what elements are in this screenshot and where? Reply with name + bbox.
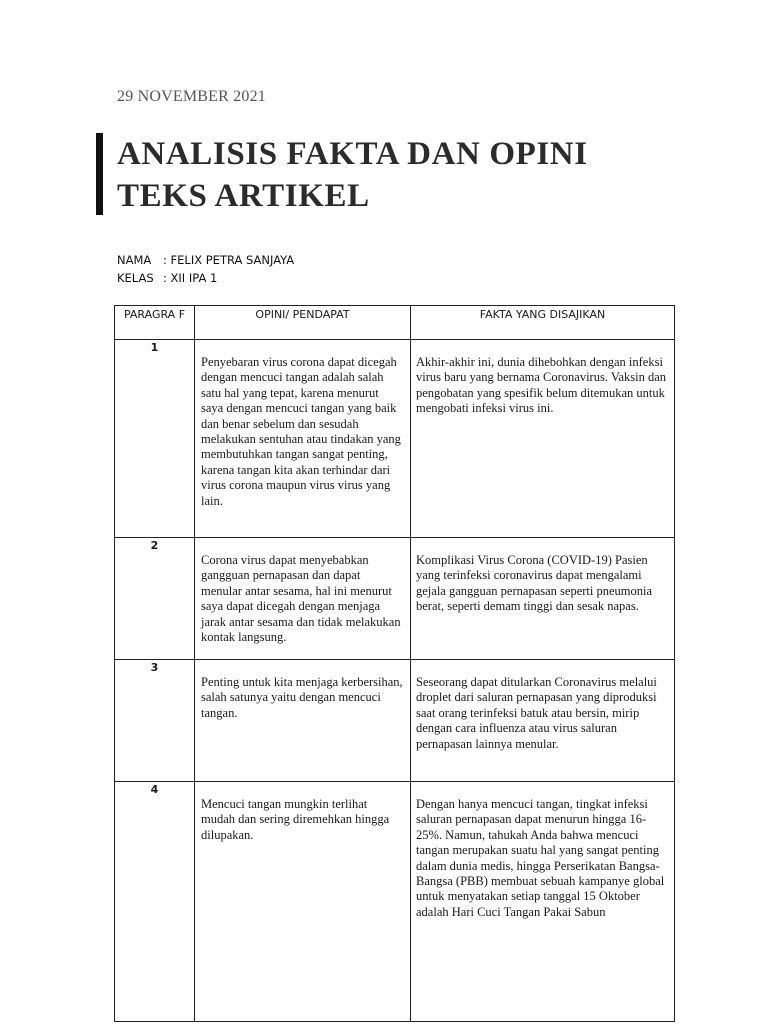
header-opini: OPINI/ PENDAPAT	[195, 306, 411, 340]
paragraph-number: 3	[115, 660, 195, 782]
kelas-row	[117, 269, 294, 287]
nama-value: : FELIX PETRA SANJAYA	[163, 253, 295, 267]
table-header-row	[115, 306, 675, 340]
opini-cell: Penting untuk kita menjaga kerbersihan, salah satunya yaitu dengan mencuci tangan.	[195, 660, 411, 782]
kelas-value: : XII IPA 1	[163, 271, 218, 285]
kelas-label: KELAS	[117, 271, 154, 285]
opini-cell: Mencuci tangan mungkin terlihat mudah dan sering diremehkan hingga dilupakan.	[195, 782, 411, 1022]
title-line-1: ANALISIS FAKTA DAN OPINI	[117, 136, 588, 172]
table-row	[115, 782, 675, 1022]
opini-cell: Penyebaran virus corona dapat dicegah dengan mencuci tangan adalah salah satu hal yang tepat, karena menurut saya dengan mencuci tangan yang baik dan benar sebelum dan sesudah melakukan sentuhan atau tindakan yang membutuhkan tangan sangat penting, karena tangan kita akan terhindar dari virus corona maupun virus virus yang lain.	[195, 340, 411, 538]
paragraph-number: 1	[115, 340, 195, 538]
paragraph-number: 2	[115, 538, 195, 660]
nama-row	[117, 251, 294, 269]
fakta-cell: Akhir-akhir ini, dunia dihebohkan dengan infeksi virus baru yang bernama Coronavirus. Vaksin dan pengobatan yang spesifik belum ditemukan untuk mengobati infeksi virus ini.	[411, 340, 675, 538]
title-accent-bar	[96, 133, 103, 215]
header-paragraf: PARAGRA F	[115, 306, 195, 340]
header-fakta: FAKTA YANG DISAJIKAN	[411, 306, 675, 340]
fakta-cell: Dengan hanya mencuci tangan, tingkat infeksi saluran pernapasan dapat menurun hingga 16-25%. Namun, tahukah Anda bahwa mencuci tangan merupakan suatu hal yang sangat penting dalam dunia medis, hingga Perserikatan Bangsa-Bangsa (PBB) membuat sebuah kampanye global untuk menyatakan setiap tanggal 15 Oktober adalah Hari Cuci Tangan Pakai Sabun	[411, 782, 675, 1022]
analysis-table	[114, 305, 675, 1022]
table-row	[115, 660, 675, 782]
title-line-2: TEKS ARTIKEL	[117, 178, 370, 214]
nama-label: NAMA	[117, 253, 152, 267]
paragraph-number: 4	[115, 782, 195, 1022]
opini-cell: Corona virus dapat menyebabkan gangguan pernapasan dan dapat menular antar sesama, hal ini menurut saya dapat dicegah dengan menjaga jarak antar sesama dan tidak melakukan kontak langsung.	[195, 538, 411, 660]
fakta-cell: Komplikasi Virus Corona (COVID-19) Pasien yang terinfeksi coronavirus dapat mengalami gejala gangguan pernapasan seperti pneumonia berat, seperti demam tinggi dan sesak napas.	[411, 538, 675, 660]
table-row	[115, 340, 675, 538]
document-title	[117, 133, 588, 217]
table-row	[115, 538, 675, 660]
student-info	[117, 251, 294, 287]
document-date: 29 NOVEMBER 2021	[117, 88, 266, 105]
fakta-cell: Seseorang dapat ditularkan Coronavirus melalui droplet dari saluran pernapasan yang diproduksi saat orang terinfeksi batuk atau bersin, mirip dengan cara influenza atau virus saluran pernapasan lainnya menular.	[411, 660, 675, 782]
